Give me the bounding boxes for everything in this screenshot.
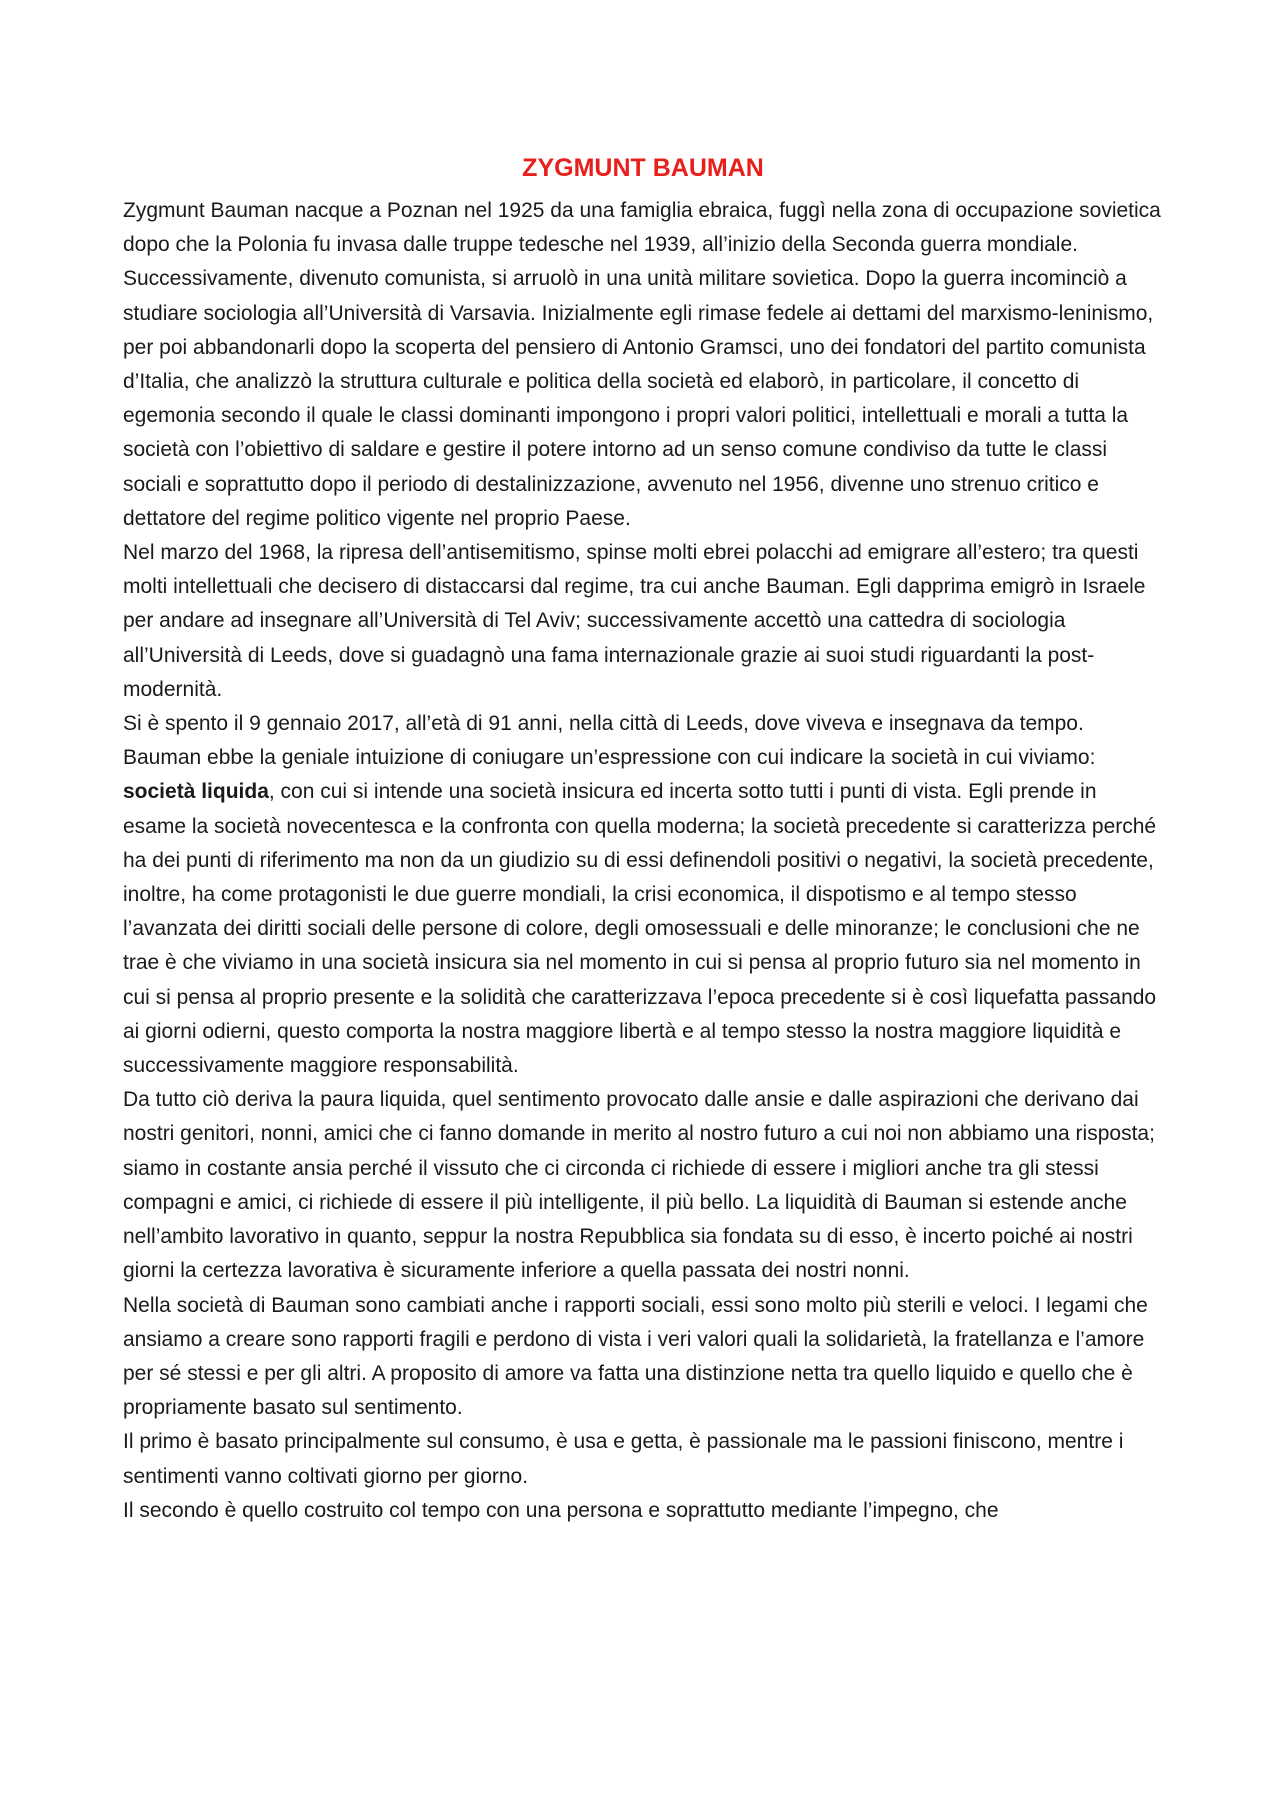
document-body bbox=[123, 150, 1163, 1528]
paragraph-liquid-society-rest: , con cui si intende una società insicura ed incerta sotto tutti i punti di vista. Egli prende in esame la società novecentesca e la confronta con quella moderna; la società precedente si caratterizza perché ha dei punti di riferimento ma non da un giudizio su di essi definendoli positivi o negativi, la società precedente, inoltre, ha come protagonisti le due guerre mondiali, la crisi economica, il dispotismo e al tempo stesso l’avanzata dei diritti sociali delle persone di colore, degli omosessuali e delle minoranze; le conclusioni che ne trae è che viviamo in una società insicura sia nel momento in cui si pensa al proprio futuro sia nel momento in cui si pensa al proprio presente e la solidità che caratterizzava l’epoca precedente si è così liquefatta passando ai giorni odierni, questo comporta la nostra maggiore libertà e al tempo stesso la nostra maggiore liquidità e successivamente maggiore responsabilità. bbox=[123, 780, 1157, 1078]
paragraph-second-love: Il secondo è quello costruito col tempo con una persona e soprattutto mediante l’impegno, che bbox=[123, 1498, 999, 1522]
paragraph-social-relations: Nella società di Bauman sono cambiati anche i rapporti sociali, essi sono molto più sterili e veloci. I legami che ansiamo a creare sono rapporti fragili e perdono di vista i veri valori quali la solidarietà, la fratellanza e l’amore per sé stessi e per gli altri. A proposito di amore va fatta una distinzione netta tra quello liquido e quello che è propriamente basato sul sentimento. bbox=[123, 1293, 1148, 1420]
paragraph-liquid-society-intro: Bauman ebbe la geniale intuizione di coniugare un’espressione con cui indicare la società in cui viviamo: bbox=[123, 746, 1096, 770]
paragraph-liquid-society bbox=[123, 741, 1163, 1083]
paragraph-first-love: Il primo è basato principalmente sul consumo, è usa e getta, è passionale ma le passioni finiscono, mentre i sentimenti vanno coltivati giorno per giorno. bbox=[123, 1430, 1124, 1488]
paragraph-biography: Zygmunt Bauman nacque a Poznan nel 1925 da una famiglia ebraica, fuggì nella zona di occupazione sovietica dopo che la Polonia fu invasa dalle truppe tedesche nel 1939, all’inizio della Seconda guerra mondiale. Successivamente, divenuto comunista, si arruolò in una unità militare sovietica. Dopo la guerra incominciò a studiare sociologia all’Università di Varsavia. Inizialmente egli rimase fedele ai dettami del marxismo-leninismo, per poi abbandonarli dopo la scoperta del pensiero di Antonio Gramsci, uno dei fondatori del partito comunista d’Italia, che analizzò la struttura culturale e politica della società ed elaborò, in particolare, il concetto di egemonia secondo il quale le classi dominanti impongono i propri valori politici, intellettuali e morali a tutta la società con l’obiettivo di saldare e gestire il potere intorno ad un senso comune condiviso da tutte le classi sociali e soprattutto dopo il periodo di destalinizzazione, avvenuto nel 1956, divenne uno strenuo critico e dettatore del regime politico vigente nel proprio Paese. bbox=[123, 199, 1161, 530]
paragraph-death: Si è spento il 9 gennaio 2017, all’età di 91 anni, nella città di Leeds, dove viveva e insegnava da tempo. bbox=[123, 712, 1084, 736]
document-title: ZYGMUNT BAUMAN bbox=[522, 154, 764, 182]
paragraph-liquid-fear: Da tutto ciò deriva la paura liquida, quel sentimento provocato dalle ansie e dalle aspirazioni che derivano dai nostri genitori, nonni, amici che ci fanno domande in merito al nostro futuro a cui noi non abbiamo una risposta; siamo in costante ansia perché il vissuto che ci circonda ci richiede di essere i migliori anche tra gli stessi compagni e amici, ci richiede di essere il più intelligente, il più bello. La liquidità di Bauman si estende anche nell’ambito lavorativo in quanto, seppur la nostra Repubblica sia fondata su di esso, è incerto poiché ai nostri giorni la certezza lavorativa è sicuramente inferiore a quella passata dei nostri nonni. bbox=[123, 1088, 1155, 1283]
term-societa-liquida: società liquida bbox=[123, 780, 269, 804]
paragraph-emigration: Nel marzo del 1968, la ripresa dell’antisemitismo, spinse molti ebrei polacchi ad emigrare all’estero; tra questi molti intellettuali che decisero di distaccarsi dal regime, tra cui anche Bauman. Egli dapprima emigrò in Israele per andare ad insegnare all’Università di Tel Aviv; successivamente accettò una cattedra di sociologia all’Università di Leeds, dove si guadagnò una fama internazionale grazie ai suoi studi riguardanti la post-modernità. bbox=[123, 541, 1146, 701]
